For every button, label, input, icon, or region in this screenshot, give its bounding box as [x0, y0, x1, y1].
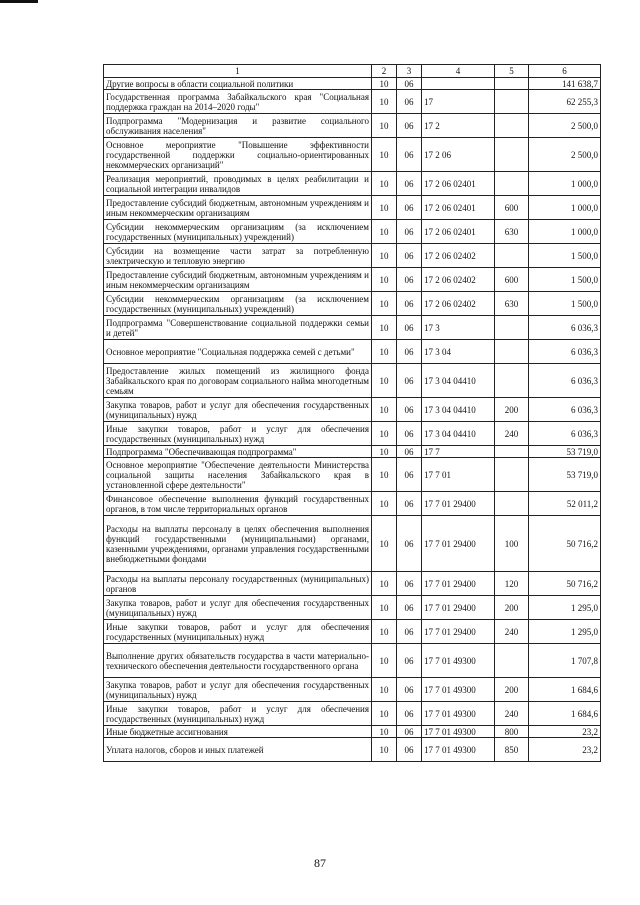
row-name: Субсидии некоммерческим организациям (за исключением государственных (муниципальных) учреждений): [104, 292, 372, 316]
row-target-code: 17: [422, 90, 495, 114]
row-subsection: 06: [397, 446, 422, 458]
row-expense-type: 600: [495, 268, 529, 292]
row-amount: 1 000,0: [529, 196, 601, 220]
row-subsection: 06: [397, 138, 422, 172]
row-expense-type: [495, 458, 529, 492]
table-row: [104, 702, 601, 726]
row-section: 10: [372, 702, 397, 726]
row-expense-type: 120: [495, 572, 529, 596]
row-subsection: 06: [397, 572, 422, 596]
row-section: 10: [372, 644, 397, 678]
row-name: Подпрограмма "Совершенствование социальной поддержки семьи и детей": [104, 316, 372, 340]
row-subsection: 06: [397, 114, 422, 138]
row-subsection: 06: [397, 316, 422, 340]
table-row: [104, 726, 601, 738]
row-expense-type: 630: [495, 292, 529, 316]
row-expense-type: [495, 244, 529, 268]
table-row: [104, 620, 601, 644]
row-section: 10: [372, 268, 397, 292]
row-name: Закупка товаров, работ и услуг для обеспечения государственных (муниципальных) нужд: [104, 596, 372, 620]
row-target-code: 17 7 01 29400: [422, 620, 495, 644]
row-target-code: 17 2 06: [422, 138, 495, 172]
row-name: Выполнение других обязательств государства в части материально-технического обеспечения деятельности государственного органа: [104, 644, 372, 678]
table-row: [104, 364, 601, 398]
row-subsection: 06: [397, 458, 422, 492]
budget-table: [103, 64, 601, 762]
row-name: Государственная программа Забайкальского края "Социальная поддержка граждан на 2014–2020 годы": [104, 90, 372, 114]
row-expense-type: [495, 446, 529, 458]
table-row: [104, 292, 601, 316]
row-target-code: 17 7 01 29400: [422, 596, 495, 620]
table-row: [104, 492, 601, 516]
row-name: Уплата налогов, сборов и иных платежей: [104, 738, 372, 762]
row-subsection: 06: [397, 620, 422, 644]
row-expense-type: [495, 492, 529, 516]
row-subsection: 06: [397, 268, 422, 292]
row-subsection: 06: [397, 196, 422, 220]
row-section: 10: [372, 620, 397, 644]
row-section: 10: [372, 90, 397, 114]
row-name: Субсидии некоммерческим организациям (за исключением государственных (муниципальных) учреждений): [104, 220, 372, 244]
table-row: [104, 596, 601, 620]
row-subsection: 06: [397, 292, 422, 316]
page-number: 87: [314, 856, 326, 870]
row-amount: 1 000,0: [529, 172, 601, 196]
table-row: [104, 316, 601, 340]
row-expense-type: 100: [495, 516, 529, 572]
row-subsection: 06: [397, 516, 422, 572]
row-name: Основное мероприятие "Повышение эффективности государственной поддержки социально-ориентированных некоммерческих организаций": [104, 138, 372, 172]
row-name: Расходы на выплаты персоналу в целях обеспечения выполнения функций государственными (муниципальными) органами, казенными учреждениями, органами управления государственными внебюджетными фондами: [104, 516, 372, 572]
row-target-code: 17 7 01 29400: [422, 492, 495, 516]
row-subsection: 06: [397, 702, 422, 726]
row-expense-type: 800: [495, 726, 529, 738]
row-expense-type: [495, 90, 529, 114]
row-subsection: 06: [397, 172, 422, 196]
row-name: Предоставление субсидий бюджетным, автономным учреждениям и иным некоммерческим организациям: [104, 196, 372, 220]
row-subsection: 06: [397, 644, 422, 678]
row-amount: 2 500,0: [529, 114, 601, 138]
row-amount: 6 036,3: [529, 364, 601, 398]
header-col-5: 5: [495, 65, 529, 78]
row-expense-type: 850: [495, 738, 529, 762]
table-row: [104, 516, 601, 572]
row-amount: 6 036,3: [529, 422, 601, 446]
row-amount: 62 255,3: [529, 90, 601, 114]
row-expense-type: 240: [495, 620, 529, 644]
row-section: 10: [372, 340, 397, 364]
row-amount: 23,2: [529, 738, 601, 762]
row-target-code: 17 7 01: [422, 458, 495, 492]
header-col-2: 2: [372, 65, 397, 78]
row-section: 10: [372, 678, 397, 702]
row-name: Предоставление жилых помещений из жилищного фонда Забайкальского края по договорам социального найма многодетным семьям: [104, 364, 372, 398]
row-amount: 141 638,7: [529, 78, 601, 90]
row-name: Предоставление субсидий бюджетным, автономным учреждениям и иным некоммерческим организациям: [104, 268, 372, 292]
table-row: [104, 422, 601, 446]
row-name: Основное мероприятие "Социальная поддержка семей с детьми": [104, 340, 372, 364]
row-expense-type: 240: [495, 422, 529, 446]
header-col-1: 1: [104, 65, 372, 78]
row-section: 10: [372, 292, 397, 316]
table-row: [104, 446, 601, 458]
row-section: 10: [372, 138, 397, 172]
table-row: [104, 172, 601, 196]
row-amount: 1 500,0: [529, 244, 601, 268]
row-section: 10: [372, 492, 397, 516]
table-row: [104, 340, 601, 364]
row-expense-type: 200: [495, 596, 529, 620]
row-expense-type: 240: [495, 702, 529, 726]
table-row: [104, 78, 601, 90]
row-name: Расходы на выплаты персоналу государственных (муниципальных) органов: [104, 572, 372, 596]
row-subsection: 06: [397, 398, 422, 422]
row-expense-type: 600: [495, 196, 529, 220]
row-expense-type: [495, 138, 529, 172]
row-name: Иные закупки товаров, работ и услуг для обеспечения государственных (муниципальных) нужд: [104, 620, 372, 644]
row-subsection: 06: [397, 220, 422, 244]
row-section: 10: [372, 114, 397, 138]
row-section: 10: [372, 196, 397, 220]
row-expense-type: [495, 644, 529, 678]
table-row: [104, 114, 601, 138]
table-row: [104, 220, 601, 244]
row-amount: 1 295,0: [529, 596, 601, 620]
row-target-code: 17 7: [422, 446, 495, 458]
table-row: [104, 572, 601, 596]
row-expense-type: [495, 78, 529, 90]
row-target-code: [422, 78, 495, 90]
row-section: 10: [372, 422, 397, 446]
row-amount: 50 716,2: [529, 572, 601, 596]
row-expense-type: 200: [495, 678, 529, 702]
row-amount: 1 000,0: [529, 220, 601, 244]
row-subsection: 06: [397, 340, 422, 364]
row-amount: 53 719,0: [529, 446, 601, 458]
row-expense-type: [495, 114, 529, 138]
row-section: 10: [372, 572, 397, 596]
row-target-code: 17 2 06 02401: [422, 196, 495, 220]
table-row: [104, 196, 601, 220]
row-subsection: 06: [397, 738, 422, 762]
row-section: 10: [372, 446, 397, 458]
row-amount: 1 684,6: [529, 678, 601, 702]
row-subsection: 06: [397, 244, 422, 268]
table-row: [104, 458, 601, 492]
row-amount: 1 684,6: [529, 702, 601, 726]
row-name: Подпрограмма "Обеспечивающая подпрограмма": [104, 446, 372, 458]
row-target-code: 17 2 06 02402: [422, 244, 495, 268]
row-section: 10: [372, 516, 397, 572]
row-target-code: 17 3 04 04410: [422, 398, 495, 422]
row-amount: 6 036,3: [529, 398, 601, 422]
row-section: 10: [372, 596, 397, 620]
table-header-row: [104, 65, 601, 78]
row-target-code: 17 2 06 02402: [422, 268, 495, 292]
row-name: Основное мероприятие "Обеспечение деятельности Министерства социальной защиты населения Забайкальского края в установленной сфере деятельности": [104, 458, 372, 492]
row-target-code: 17 7 01 29400: [422, 516, 495, 572]
table-row: [104, 138, 601, 172]
row-amount: 23,2: [529, 726, 601, 738]
row-subsection: 06: [397, 364, 422, 398]
row-expense-type: [495, 340, 529, 364]
table-row: [104, 268, 601, 292]
row-amount: 6 036,3: [529, 316, 601, 340]
table-row: [104, 644, 601, 678]
row-subsection: 06: [397, 422, 422, 446]
row-subsection: 06: [397, 726, 422, 738]
row-target-code: 17 7 01 49300: [422, 738, 495, 762]
row-subsection: 06: [397, 492, 422, 516]
table-row: [104, 678, 601, 702]
row-section: 10: [372, 78, 397, 90]
row-name: Реализация мероприятий, проводимых в целях реабилитации и социальной интеграции инвалидов: [104, 172, 372, 196]
row-name: Субсидии на возмещение части затрат за потребленную электрическую и тепловую энергию: [104, 244, 372, 268]
row-section: 10: [372, 398, 397, 422]
row-subsection: 06: [397, 90, 422, 114]
row-target-code: 17 3 04 04410: [422, 422, 495, 446]
row-name: Закупка товаров, работ и услуг для обеспечения государственных (муниципальных) нужд: [104, 398, 372, 422]
row-expense-type: [495, 364, 529, 398]
row-amount: 1 295,0: [529, 620, 601, 644]
row-section: 10: [372, 726, 397, 738]
table-row: [104, 90, 601, 114]
row-amount: 50 716,2: [529, 516, 601, 572]
row-amount: 53 719,0: [529, 458, 601, 492]
row-name: Иные бюджетные ассигнования: [104, 726, 372, 738]
table-row: [104, 738, 601, 762]
row-amount: 52 011,2: [529, 492, 601, 516]
row-name: Иные закупки товаров, работ и услуг для обеспечения государственных (муниципальных) нужд: [104, 702, 372, 726]
row-name: Финансовое обеспечение выполнения функций государственных органов, в том числе территориальных органов: [104, 492, 372, 516]
row-target-code: 17 7 01 49300: [422, 726, 495, 738]
row-subsection: 06: [397, 678, 422, 702]
row-target-code: 17 2 06 02401: [422, 172, 495, 196]
row-expense-type: 630: [495, 220, 529, 244]
row-name: Другие вопросы в области социальной политики: [104, 78, 372, 90]
row-target-code: 17 2 06 02402: [422, 292, 495, 316]
row-name: Подпрограмма "Модернизация и развитие социального обслуживания населения": [104, 114, 372, 138]
row-name: Иные закупки товаров, работ и услуг для обеспечения государственных (муниципальных) нужд: [104, 422, 372, 446]
row-subsection: 06: [397, 596, 422, 620]
row-section: 10: [372, 220, 397, 244]
row-section: 10: [372, 738, 397, 762]
row-target-code: 17 7 01 49300: [422, 678, 495, 702]
scan-edge-mark: [0, 0, 38, 3]
header-col-4: 4: [422, 65, 495, 78]
row-expense-type: [495, 316, 529, 340]
table-row: [104, 398, 601, 422]
row-section: 10: [372, 364, 397, 398]
row-target-code: 17 7 01 49300: [422, 644, 495, 678]
row-amount: 2 500,0: [529, 138, 601, 172]
row-target-code: 17 3: [422, 316, 495, 340]
row-subsection: 06: [397, 78, 422, 90]
header-col-3: 3: [397, 65, 422, 78]
row-section: 10: [372, 244, 397, 268]
row-target-code: 17 2: [422, 114, 495, 138]
row-section: 10: [372, 316, 397, 340]
row-section: 10: [372, 458, 397, 492]
row-name: Закупка товаров, работ и услуг для обеспечения государственных (муниципальных) нужд: [104, 678, 372, 702]
table-row: [104, 244, 601, 268]
row-target-code: 17 3 04: [422, 340, 495, 364]
header-col-6: 6: [529, 65, 601, 78]
row-section: 10: [372, 172, 397, 196]
row-target-code: 17 7 01 29400: [422, 572, 495, 596]
row-amount: 1 707,8: [529, 644, 601, 678]
row-target-code: 17 3 04 04410: [422, 364, 495, 398]
row-expense-type: 200: [495, 398, 529, 422]
row-amount: 1 500,0: [529, 268, 601, 292]
row-target-code: 17 7 01 49300: [422, 702, 495, 726]
row-amount: 6 036,3: [529, 340, 601, 364]
row-expense-type: [495, 172, 529, 196]
row-amount: 1 500,0: [529, 292, 601, 316]
row-target-code: 17 2 06 02401: [422, 220, 495, 244]
